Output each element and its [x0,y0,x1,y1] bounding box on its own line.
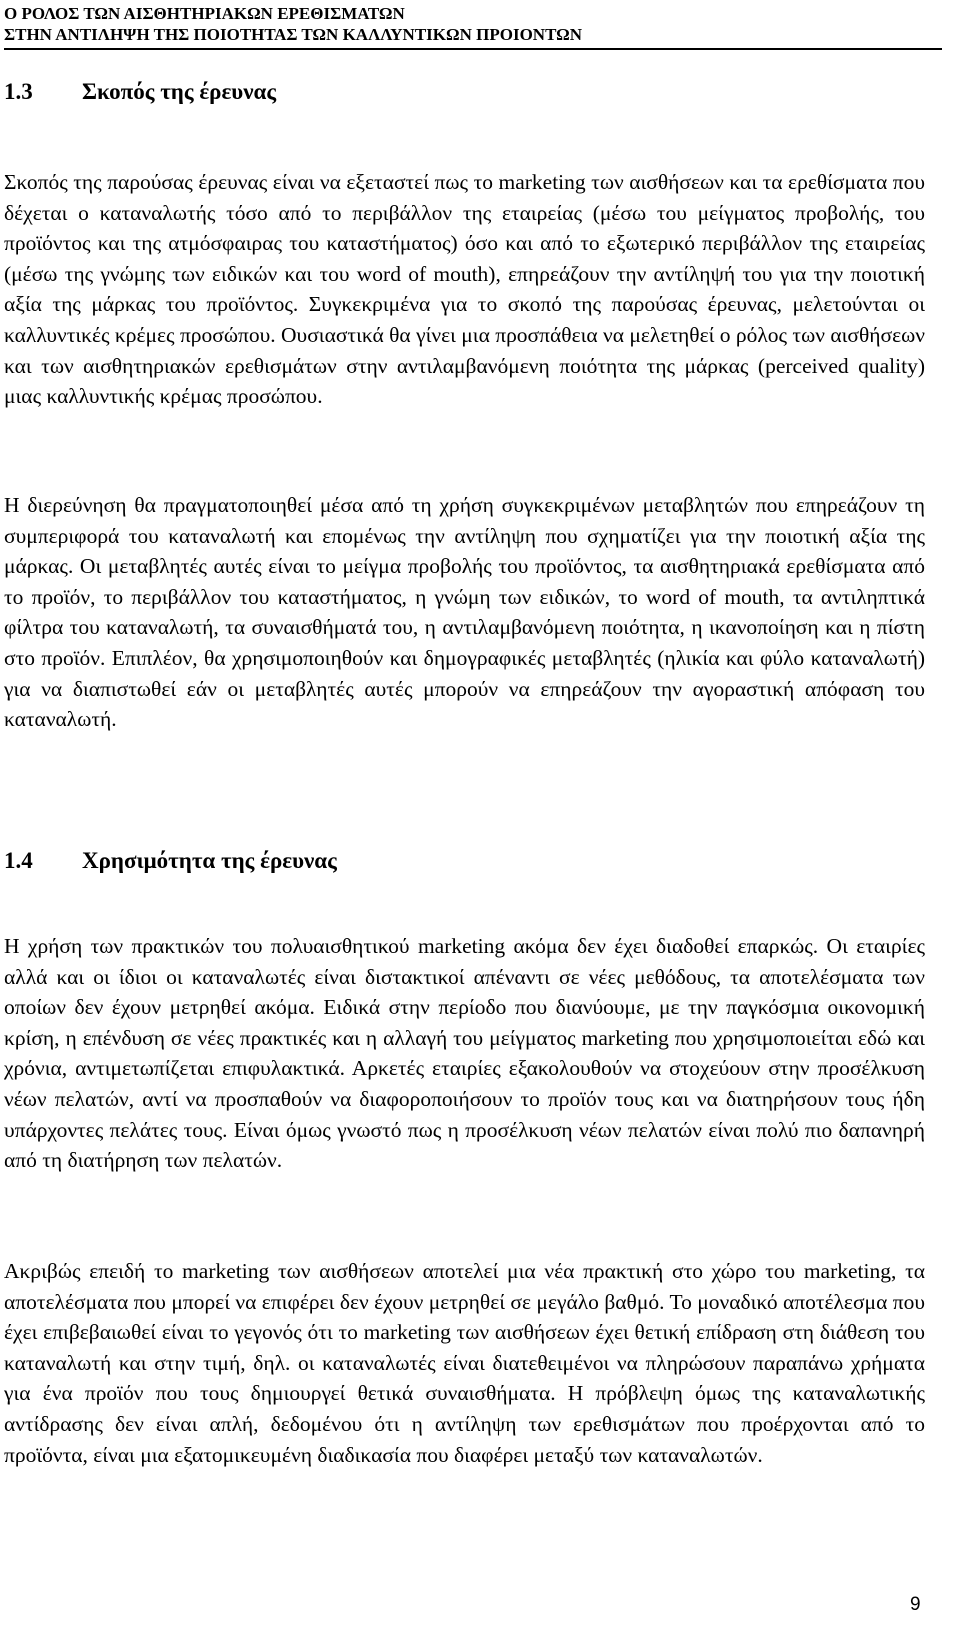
section-number: 1.3 [4,79,33,104]
section-heading-1-3 [4,78,276,106]
page-number: 9 [910,1594,921,1615]
section-heading-1-4 [4,847,337,875]
section-title: Σκοπός της έρευνας [82,79,277,104]
running-header-line-2: ΣΤΗΝ ΑΝΤΙΛΗΨΗ ΤΗΣ ΠΟΙΟΤΗΤΑΣ ΤΩΝ ΚΑΛΛΥΝΤΙΚΩΝ ΠΡΟΙΟΝΤΩΝ [4,25,583,44]
paragraph: Η διερεύνηση θα πραγματοποιηθεί μέσα από τη χρήση συγκεκριμένων μεταβλητών που επηρεάζουν τη συμπεριφορά του καταναλωτή και επομένως την αντίληψη που σχηματίζει για την ποιοτική αξία της μάρκας. Οι μεταβλητές αυτές είναι το μείγμα προβολής του προϊόντος, τα αισθητηριακά ερεθίσματα από το προϊόν, το περιβάλλον του καταστήματος, η γνώμη των ειδικών, το word of mouth, τα αντιληπτικά φίλτρα του καταναλωτή, τα συναισθήματά του, η αντιλαμβανόμενη ποιότητα, η ικανοποίηση και η πίστη στο προϊόν. Επιπλέον, θα χρησιμοποιηθούν και δημογραφικές μεταβλητές (ηλικία και φύλο καταναλωτή) για να διαπιστωθεί εάν οι μεταβλητές αυτές μπορούν να επηρεάζουν την αγοραστική απόφαση του καταναλωτή. [4,493,925,732]
running-header [4,3,944,45]
paragraph: Σκοπός της παρούσας έρευνας είναι να εξεταστεί πως το marketing των αισθήσεων και τα ερεθίσματα που δέχεται ο καταναλωτής τόσο από το περιβάλλον της εταιρείας (μέσω του μείγματος προβολής, του προϊόντος και της ατμόσφαιρας του καταστήματος) όσο και από το εξωτερικό περιβάλλον της εταιρείας (μέσω της γνώμης των ειδικών και του word of mouth), επηρεάζουν την αντίληψή του για την ποιοτική αξία της μάρκας του προϊόντος. Συγκεκριμένα για το σκοπό της παρούσας έρευνας, μελετούνται οι καλλυντικές κρέμες προσώπου. Ουσιαστικά θα γίνει μια προσπάθεια να μελετηθεί ο ρόλος των αισθήσεων και των αισθητηριακών ερεθισμάτων στην αντιλαμβανόμενη ποιότητα της μάρκας (perceived quality) μιας καλλυντικής κρέμας προσώπου. [4,170,925,409]
paragraph: Η χρήση των πρακτικών του πολυαισθητικού marketing ακόμα δεν έχει διαδοθεί επαρκώς. Οι εταιρίες αλλά και οι ίδιοι οι καταναλωτές είναι διστακτικοί απέναντι σε νέες μεθόδους, τα αποτελέσματα των οποίων δεν έχουν μετρηθεί ακόμα. Ειδικά στην περίοδο που διανύουμε, με την παγκόσμια οικονομική κρίση, η επένδυση σε νέες πρακτικές και η αλλαγή του μείγματος marketing που χρησιμοποιείται εδώ και χρόνια, αντιμετωπίζεται επιφυλακτικά. Αρκετές εταιρίες εξακολουθούν να στοχεύουν στην προσέλκυση νέων πελατών, αντί να προσπαθούν να διαφοροποιήσουν το προϊόν τους και να διατηρήσουν τους ήδη υπάρχοντες πελάτες τους. Είναι όμως γνωστό πως η προσέλκυση νέων πελατών είναι πολύ πιο δαπανηρή από τη διατήρηση των πελατών. [4,934,925,1173]
header-divider [4,48,942,50]
paragraph: Ακριβώς επειδή το marketing των αισθήσεων αποτελεί μια νέα πρακτική στο χώρο του marketing, τα αποτελέσματα που μπορεί να επιφέρει δεν έχουν μετρηθεί σε μεγάλο βαθμό. Το μοναδικό αποτέλεσμα που έχει επιβεβαιωθεί είναι το γεγονός ότι το marketing των αισθήσεων έχει θετική επίδραση στη διάθεση του καταναλωτή και στην τιμή, δηλ. οι καταναλωτές είναι διατεθειμένοι να πληρώσουν παραπάνω χρήματα για ένα προϊόν που τους δημιουργεί θετικά συναισθήματα. Η πρόβλεψη όμως της καταναλωτικής αντίδρασης δεν είναι απλή, δεδομένου ότι η αντίληψη των ερεθισμάτων που προέρχονται από το προϊόντα, είναι μια εξατομικευμένη διαδικασία που διαφέρει μεταξύ των καταναλωτών. [4,1259,925,1467]
running-header-line-1: Ο ΡΟΛΟΣ ΤΩΝ ΑΙΣΘΗΤΗΡΙΑΚΩΝ ΕΡΕΘΙΣΜΑΤΩΝ [4,4,405,23]
section-title: Χρησιμότητα της έρευνας [82,848,337,873]
section-number: 1.4 [4,848,33,873]
